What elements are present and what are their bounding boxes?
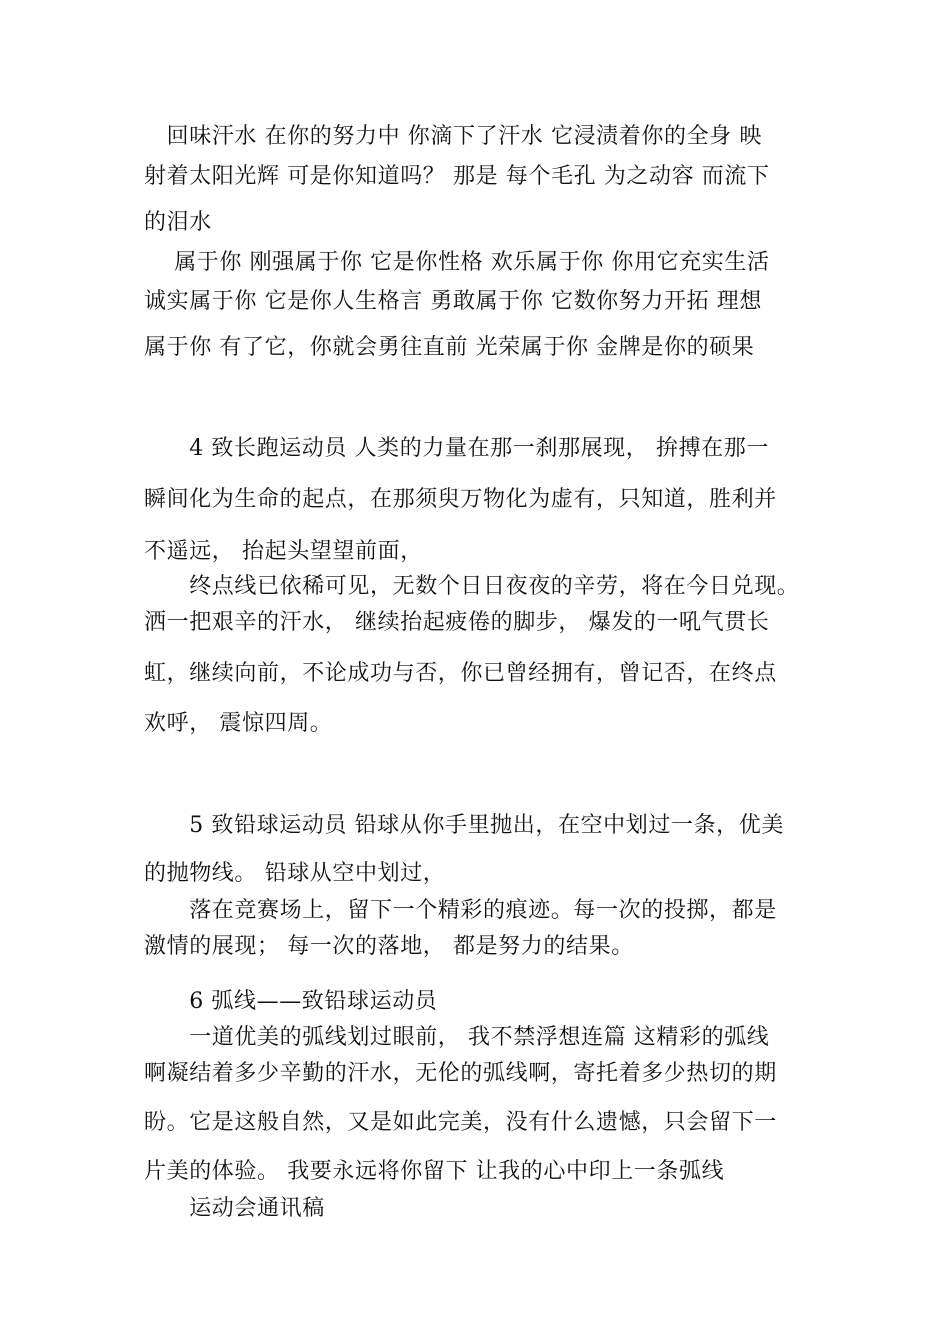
text-line: 回味汗水 在你的努力中 你滴下了汗水 它浸渍着你的全身 映: [144, 124, 762, 149]
text-line: 片美的体验。 我要永远将你留下 让我的心中印上一条弧线: [144, 1159, 725, 1184]
text-line: 洒一把艰辛的汗水， 继续抬起疲倦的脚步， 爆发的一吼气贯长: [144, 610, 770, 635]
text-line: 射着太阳光辉 可是你知道吗？ 那是 每个毛孔 为之动容 而流下: [144, 164, 770, 189]
text-line: 落在竞赛场上，留下一个精彩的痕迹。每一次的投掷，都是: [144, 898, 777, 923]
text-line: 的泪水: [144, 210, 212, 235]
text-line: 诚实属于你 它是你人生格言 勇敢属于你 它数你努力开拓 理想: [144, 289, 762, 314]
text-line: 不遥远， 抬起头望望前面，: [144, 539, 423, 564]
text-line: 终点线已依稀可见，无数个日日夜夜的辛劳，将在今日兑现。: [144, 574, 800, 599]
text-line: 属于你 有了它，你就会勇往直前 光荣属于你 金牌是你的硕果: [144, 335, 755, 360]
text-line: 属于你 刚强属于你 它是你性格 欢乐属于你 你用它充实生活: [144, 250, 770, 275]
text-line: 运动会通讯稿: [144, 1196, 325, 1221]
text-line: 激情的展现； 每一次的落地， 都是努力的结果。: [144, 934, 634, 959]
text-line: 6 弧线——致铅球运动员: [144, 989, 438, 1014]
text-line: 5 致铅球运动员 铅球从你手里抛出，在空中划过一条，优美: [144, 813, 784, 838]
text-line: 虹，继续向前，不论成功与否，你已曾经拥有，曾记否，在终点: [144, 661, 777, 686]
text-line: 欢呼， 震惊四周。: [144, 711, 333, 736]
text-line: 盼。它是这般自然，又是如此完美，没有什么遗憾，只会留下一: [144, 1110, 777, 1135]
text-line: 一道优美的弧线划过眼前， 我不禁浮想连篇 这精彩的弧线: [144, 1025, 770, 1050]
text-line: 瞬间化为生命的起点，在那须臾万物化为虚有，只知道，胜利并: [144, 487, 777, 512]
text-line: 4 致长跑运动员 人类的力量在那一刹那展现， 拚搏在那一: [144, 436, 769, 461]
text-line: 的抛物线。 铅球从空中划过，: [144, 861, 446, 886]
text-line: 啊凝结着多少辛勤的汗水，无伦的弧线啊，寄托着多少热切的期: [144, 1061, 777, 1086]
